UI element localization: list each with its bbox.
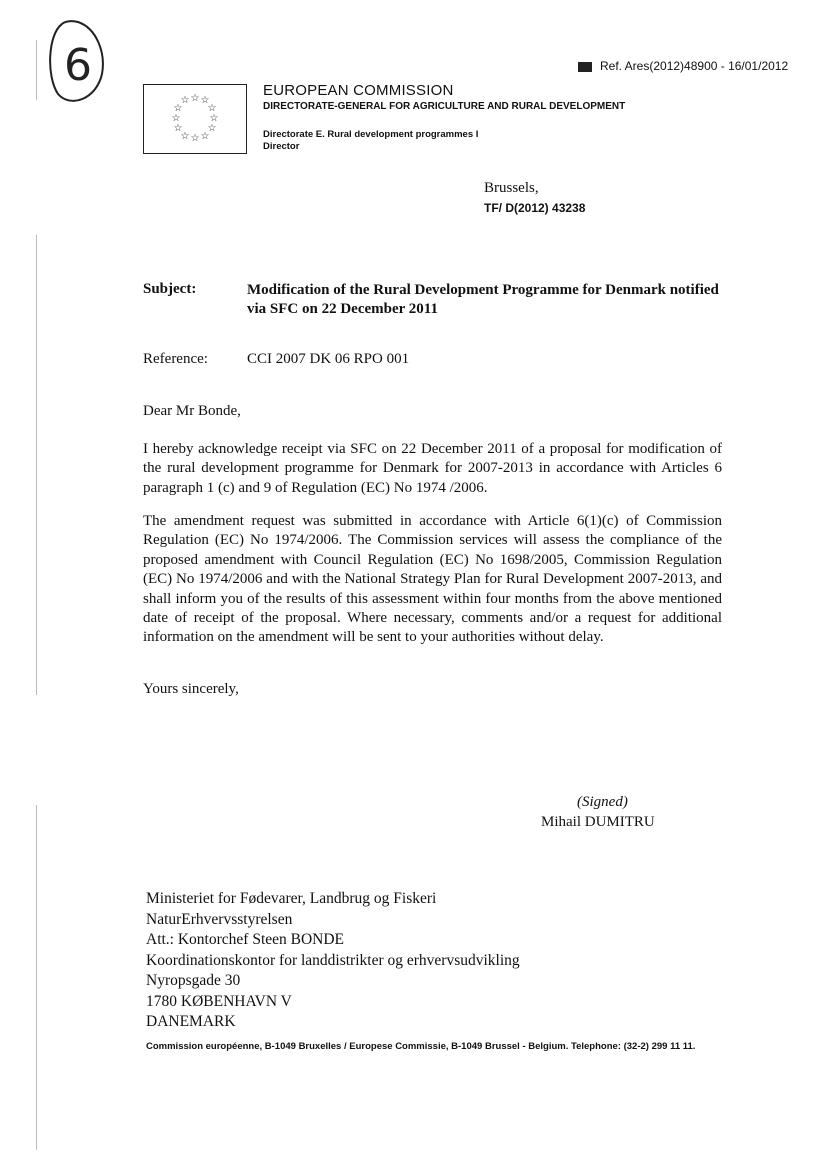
address-line: DANEMARK	[146, 1013, 236, 1030]
footer-contact: Commission européenne, B-1049 Bruxelles / Europese Commissie, B-1049 Brussel - Belgium. Telephone: (32-2) 299 11 11.	[146, 1041, 696, 1052]
organisation-name: EUROPEAN COMMISSION	[263, 82, 454, 99]
directorate-general-name: DIRECTORATE-GENERAL FOR AGRICULTURE AND RURAL DEVELOPMENT	[263, 101, 626, 112]
address-line: Ministeriet for Fødevarer, Landbrug og Fiskeri	[146, 890, 437, 907]
signed-note: (Signed)	[577, 794, 628, 810]
signer-name: Mihail DUMITRU	[541, 814, 655, 830]
svg-text:☆: ☆	[173, 123, 183, 134]
place-line: Brussels,	[484, 180, 539, 196]
address-line: 1780 KØBENHAVN V	[146, 992, 292, 1010]
eu-flag-logo	[143, 84, 247, 154]
reference-text: CCI 2007 DK 06 RPO 001	[247, 351, 410, 367]
closing-line: Yours sincerely,	[143, 681, 239, 697]
address-line: NaturErhvervsstyrelsen	[146, 910, 293, 928]
svg-text:☆: ☆	[190, 133, 200, 144]
body-paragraph: I hereby acknowledge receipt via SFC on 22 December 2011 of a proposal for modification of the rural development programme for Denmark for 2007-2013 in accordance with Articles 6 paragraph 1 (c) and 9 of Regulation (EC) No 1974 /2006.	[143, 441, 722, 496]
svg-text:☆: ☆	[190, 93, 200, 104]
scan-margin-mark	[36, 40, 37, 100]
salutation: Dear Mr Bonde,	[143, 403, 241, 419]
svg-text:☆: ☆	[200, 95, 210, 106]
svg-text:☆: ☆	[200, 131, 210, 142]
svg-text:☆: ☆	[180, 95, 190, 106]
handwritten-number: 6	[64, 40, 92, 91]
address-line: Att.: Kontorchef Steen BONDE	[146, 931, 345, 948]
scan-margin-mark	[36, 805, 37, 1150]
scan-margin-mark	[36, 235, 37, 695]
handwritten-circled-number	[44, 18, 106, 104]
sender-role: Director	[263, 141, 300, 152]
subject-text: Modification of the Rural Development Programme for Denmark notified via SFC on 22 December 2011	[247, 282, 719, 317]
svg-text:☆: ☆	[209, 113, 219, 124]
recipient-address	[146, 889, 520, 1033]
reference-label: Reference:	[143, 351, 208, 367]
svg-text:☆: ☆	[180, 131, 190, 142]
address-line: Koordinationskontor for landdistrikter og erhvervsudvikling	[146, 951, 520, 969]
directorate-name: Directorate E. Rural development programmes I	[263, 129, 479, 140]
body-paragraph: The amendment request was submitted in accordance with Article 6(1)(c) of Commission Regulation (EC) No 1974/2006. The Commission services will assess the compliance of the proposed amendment with Council Regulation (EC) No 1698/2005, Commission Regulation (EC) No 1974/2006 and with the National Strategy Plan for Rural Development 2007-2013, and shall inform you of the results of this assessment within four months from the above mentioned date of receipt of the proposal. Where necessary, comments and/or a request for additional information on the amendment will be sent to your authorities without delay.	[143, 513, 722, 646]
reference-number: TF/ D(2012) 43238	[484, 201, 586, 215]
ref-stamp: Ref. Ares(2012)48900 - 16/01/2012	[600, 59, 789, 73]
svg-text:☆: ☆	[207, 103, 217, 114]
svg-text:☆: ☆	[173, 103, 183, 114]
subject-label: Subject:	[143, 281, 197, 297]
address-line: Nyropsgade 30	[146, 972, 241, 989]
ref-stamp-marker	[578, 62, 592, 72]
svg-text:☆: ☆	[171, 113, 181, 124]
svg-text:☆: ☆	[207, 123, 217, 134]
